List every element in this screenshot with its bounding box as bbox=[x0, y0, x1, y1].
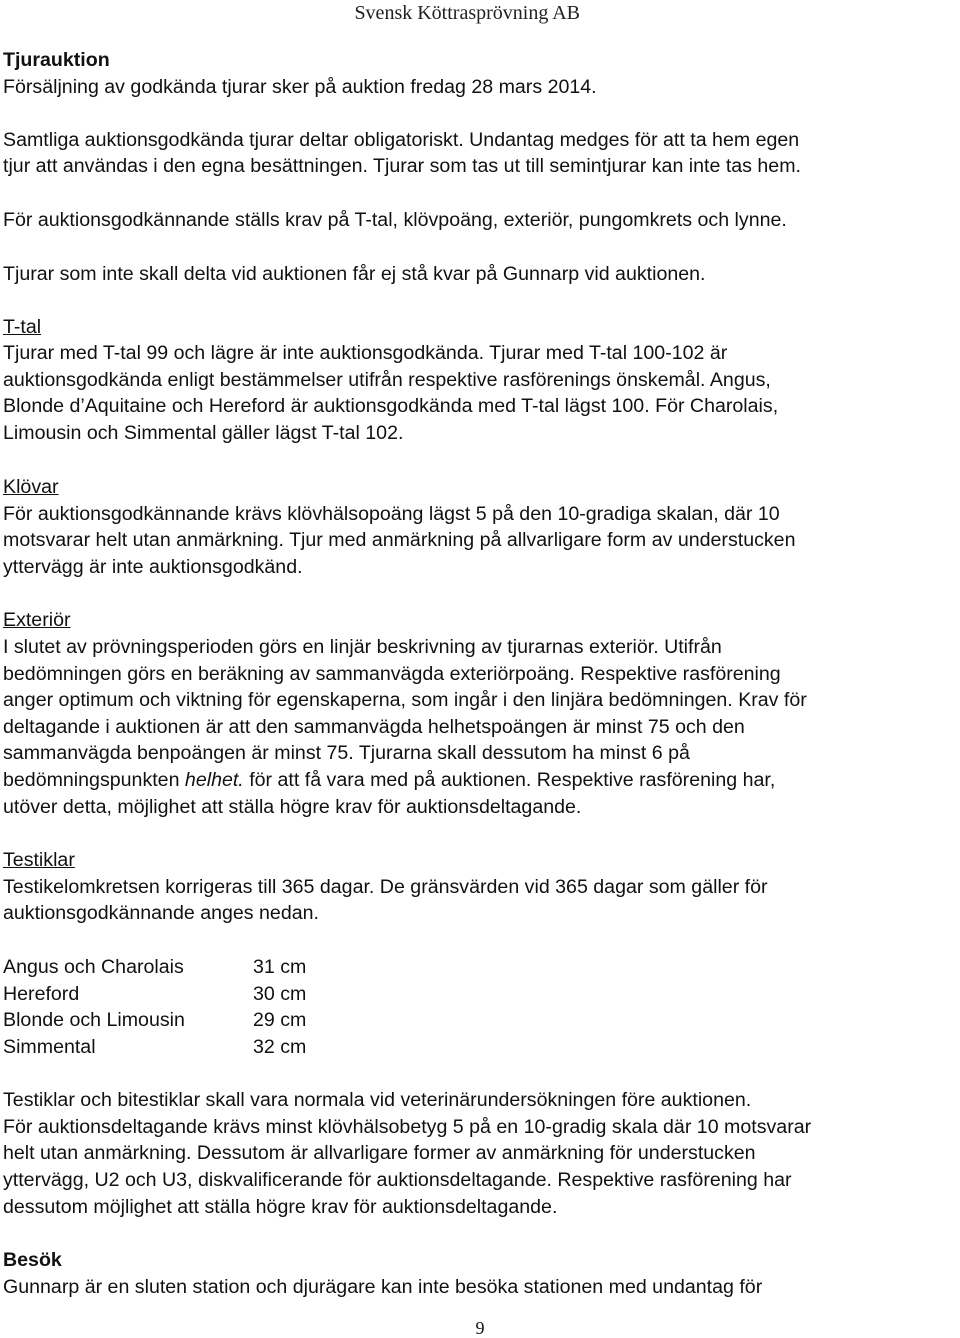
paragraph-line: Testikelomkretsen korrigeras till 365 dagar. De gränsvärden vid 365 dagar som gäller för bbox=[3, 876, 768, 898]
paragraph-line: För auktionsgodkännande krävs klövhälsopoäng lägst 5 på den 10-gradiga skalan, där 10 bbox=[3, 503, 780, 525]
limit-value: 29 cm bbox=[253, 1009, 307, 1031]
limit-row bbox=[3, 1007, 306, 1033]
limit-row bbox=[3, 954, 306, 980]
paragraph-line: motsvarar helt utan anmärkning. Tjur med anmärkning på allvarligare form av understucken bbox=[3, 529, 796, 551]
paragraph-line: Tjurar som inte skall delta vid auktionen får ej stå kvar på Gunnarp vid auktionen. bbox=[3, 263, 706, 285]
document-header: Svensk Köttrasprövning AB bbox=[354, 2, 580, 24]
paragraph-line: deltagande i auktionen är att den sammanvägda helhetspoängen är minst 75 och den bbox=[3, 716, 745, 738]
paragraph-line: Blonde d’Aquitaine och Hereford är auktionsgodkända med T-tal lägst 100. För Charolais, bbox=[3, 395, 779, 417]
paragraph-line: Samtliga auktionsgodkända tjurar deltar obligatoriskt. Undantag medges för att ta hem egen bbox=[3, 129, 800, 151]
text-run: för att få vara med på auktionen. Respektive rasförening har, bbox=[243, 769, 776, 791]
paragraph-line: Försäljning av godkända tjurar sker på auktion fredag 28 mars 2014. bbox=[3, 76, 597, 98]
italic-term: helhet. bbox=[184, 769, 244, 791]
section-heading-exterior: Exteriör bbox=[3, 609, 71, 631]
paragraph-line: auktionsgodkännande anges nedan. bbox=[3, 902, 319, 924]
text-run: bedömningspunkten bbox=[3, 769, 185, 791]
paragraph-line: yttervägg är inte auktionsgodkänd. bbox=[3, 556, 303, 578]
limit-row bbox=[3, 1034, 306, 1060]
breed-name: Angus och Charolais bbox=[3, 956, 184, 978]
section-title-visit: Besök bbox=[3, 1249, 62, 1271]
breed-name: Simmental bbox=[3, 1036, 96, 1058]
limit-value: 30 cm bbox=[253, 983, 307, 1005]
paragraph-line: utöver detta, möjlighet att ställa högre krav för auktionsdeltagande. bbox=[3, 796, 582, 818]
page-number: 9 bbox=[475, 1318, 485, 1338]
paragraph-line: sammanvägda benpoängen är minst 75. Tjurarna skall dessutom ha minst 6 på bbox=[3, 742, 690, 764]
paragraph-line: tjur att användas i den egna besättningen. Tjurar som tas ut till semintjurar kan inte tas hem. bbox=[3, 155, 801, 177]
paragraph-line-mixed bbox=[3, 767, 775, 793]
paragraph-line: helt utan anmärkning. Dessutom är allvarligare former av anmärkning för understucken bbox=[3, 1142, 756, 1164]
paragraph-line: anger optimum och viktning för egenskaperna, som ingår i den linjära bedömningen. Krav för bbox=[3, 689, 807, 711]
paragraph-line: I slutet av prövningsperioden görs en linjär beskrivning av tjurarnas exteriör. Utifrån bbox=[3, 636, 722, 658]
limit-value: 31 cm bbox=[253, 956, 307, 978]
section-heading-klovar: Klövar bbox=[3, 476, 59, 498]
section-heading-testiklar: Testiklar bbox=[3, 849, 75, 871]
breed-name: Hereford bbox=[3, 983, 80, 1005]
paragraph-line: bedömningen görs en beräkning av sammanvägda exteriörpoäng. Respektive rasförening bbox=[3, 663, 781, 685]
section-heading-ttal: T-tal bbox=[3, 316, 42, 338]
section-title-auction: Tjurauktion bbox=[3, 49, 110, 71]
paragraph-line: För auktionsdeltagande krävs minst klövhälsobetyg 5 på en 10-gradig skala där 10 motsvarar bbox=[3, 1116, 812, 1138]
limit-value: 32 cm bbox=[253, 1036, 307, 1058]
paragraph-line: Limousin och Simmental gäller lägst T-tal 102. bbox=[3, 422, 404, 444]
paragraph-line: auktionsgodkända enligt bestämmelser utifrån respektive rasförenings önskemål. Angus, bbox=[3, 369, 771, 391]
paragraph-line: För auktionsgodkännande ställs krav på T-tal, klövpoäng, exteriör, pungomkrets och lynne. bbox=[3, 209, 787, 231]
paragraph-line: Testiklar och bitestiklar skall vara normala vid veterinärundersökningen före auktionen. bbox=[3, 1089, 752, 1111]
paragraph-line: dessutom möjlighet att ställa högre krav för auktionsdeltagande. bbox=[3, 1196, 558, 1218]
paragraph-line: Tjurar med T-tal 99 och lägre är inte auktionsgodkända. Tjurar med T-tal 100-102 är bbox=[3, 342, 728, 364]
paragraph-line: yttervägg, U2 och U3, diskvalificerande för auktionsdeltagande. Respektive rasförening har bbox=[3, 1169, 792, 1191]
paragraph-line: Gunnarp är en sluten station och djurägare kan inte besöka stationen med undantag för bbox=[3, 1276, 763, 1298]
limit-row bbox=[3, 981, 306, 1007]
breed-name: Blonde och Limousin bbox=[3, 1009, 185, 1031]
